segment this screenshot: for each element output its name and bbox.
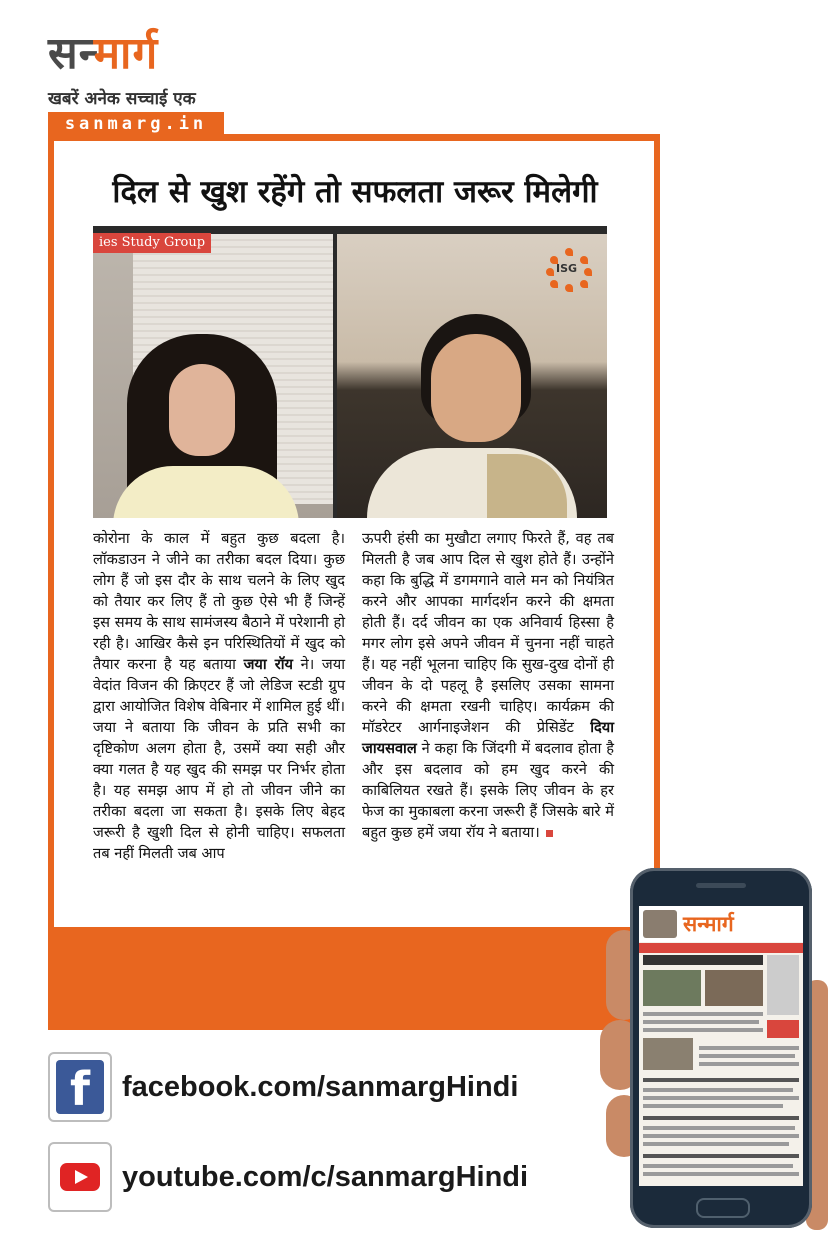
epaper-photo bbox=[643, 910, 677, 938]
epaper-text-line bbox=[643, 1020, 759, 1024]
facebook-link[interactable] bbox=[48, 1052, 518, 1122]
isg-logo-icon bbox=[546, 248, 592, 290]
facebook-icon[interactable] bbox=[48, 1052, 112, 1122]
brand-block bbox=[48, 30, 196, 109]
epaper-logo: सन्मार्ग bbox=[683, 911, 734, 936]
epaper-text-line bbox=[643, 1142, 789, 1146]
article-paragraph bbox=[93, 528, 345, 864]
speaker-face bbox=[431, 334, 521, 442]
youtube-icon[interactable] bbox=[48, 1142, 112, 1212]
youtube-url[interactable]: youtube.com/c/sanmargHindi bbox=[122, 1160, 529, 1193]
epaper-text-line bbox=[643, 1028, 763, 1032]
brand-logo[interactable] bbox=[48, 30, 196, 78]
epaper-text-line bbox=[643, 1126, 795, 1130]
speaker-face bbox=[169, 364, 235, 456]
facebook-glyph: f bbox=[56, 1060, 104, 1114]
article-column-left bbox=[93, 528, 345, 864]
phone-home-button bbox=[696, 1198, 750, 1218]
epaper-image bbox=[705, 970, 763, 1006]
phone-screen-epaper[interactable] bbox=[639, 906, 803, 1186]
epaper-masthead bbox=[639, 906, 803, 942]
epaper-text-line bbox=[643, 1164, 793, 1168]
article-paragraph bbox=[362, 528, 614, 843]
brand-name-part2: मार्ग bbox=[93, 28, 159, 79]
text-run: ऊपरी हंसी का मुखौटा लगाए फिरते हैं, वह तब मिलती है जब आप दिल से खुश होते हैं। उन्होंने कहा कि बुद्धि में डगमगाने वाले मन को नियंत्रित करने और आपका मार्गदर्शन करने की क्षमता होती हैं। दर्द जीवन का एक अनिवार्य हिस्सा है मगर लोग इसे अपने जीवन में चुनना नहीं चाहते हैं। यह नहीं भूलना चाहिए कि सुख-दुख दोनों ही जीवन के दो पहलू है इसलिए उसका सामना करने की क्षमता रखनी चाहिए। कार्यक्रम की मॉडरेटर आर्गनाइजेशन की प्रेसिडेंट bbox=[362, 530, 614, 736]
epaper-text-line bbox=[643, 1104, 783, 1108]
end-mark-icon bbox=[546, 830, 553, 837]
facebook-url[interactable]: facebook.com/sanmargHindi bbox=[122, 1070, 519, 1103]
phone-mockup bbox=[630, 868, 812, 1228]
epaper-band bbox=[639, 943, 803, 953]
epaper-text-line bbox=[643, 1154, 799, 1158]
epaper-text-line bbox=[643, 1096, 799, 1100]
epaper-text-line bbox=[643, 1116, 799, 1120]
speaker-saree bbox=[487, 454, 567, 518]
epaper-text-line bbox=[643, 1088, 793, 1092]
text-run: ने। जया वेदांत विजन की क्रिएटर हैं जो लेडिज स्टडी ग्रुप द्वारा आयोजित विशेष वेबिनार में शामिल हुई थीं। जया ने बताया कि जीवन के प्रति सभी का दृष्टिकोण अलग होता है, उसमें क्या सही और क्या गलत है यह खुद की समझ पर निर्भर होता है। यह समझ आप में हो तो जीवन जीने का तरीका बदला जा सकता है। इसके लिए बेहद जरूरी है खुशी दिल से होनी चाहिए। सफलता तब नहीं मिलती जब आप bbox=[93, 656, 346, 862]
text-run: ने कहा कि जिंदगी में बदलाव होता है और इस बदलाव को हम खुद करने की काबिलियत रखते हैं। इसके लिए जीवन के हर फेज का मुकाबला करना जरूरी हैं जिसके बारे में बहुत कुछ हमें जया रॉय ने बताया। bbox=[362, 740, 614, 841]
brand-url[interactable]: sanmarg.in bbox=[48, 112, 224, 136]
epaper-sidebar bbox=[767, 955, 799, 1015]
isg-logo-text: ISG bbox=[556, 262, 578, 275]
brand-name-part1: सन् bbox=[48, 28, 94, 79]
epaper-headline-bar bbox=[643, 955, 763, 965]
youtube-link[interactable] bbox=[48, 1142, 528, 1212]
text-run: कोरोना के काल में बहुत कुछ बदला है। लॉकडाउन ने जीने का तरीका बदल दिया। कुछ लोग हैं जो इस दौर के साथ चलने के लिए खुद को तैयार कर लिए हैं तो कुछ ऐसे भी हैं जिन्हें इस समय के साथ सामंजस्य बैठाने में परेशानी हो रही है। आखिर कैसे इन परिस्थितियों में खुद को तैयार करना है यह बताया bbox=[93, 530, 345, 673]
epaper-text-line bbox=[643, 1078, 799, 1082]
article-photo bbox=[93, 226, 607, 518]
epaper-text-line bbox=[699, 1046, 799, 1050]
epaper-text-line bbox=[699, 1054, 795, 1058]
epaper-text-line bbox=[699, 1062, 799, 1066]
person-name-jaya: जया रॉय bbox=[243, 656, 293, 673]
photo-caption-tag: ies Study Group bbox=[93, 233, 211, 253]
brand-tagline: खबरें अनेक सच्चाई एक bbox=[48, 89, 196, 109]
epaper-text-line bbox=[643, 1172, 799, 1176]
article-column-right bbox=[362, 528, 614, 843]
epaper-image bbox=[643, 1038, 693, 1070]
phone-speaker bbox=[696, 883, 746, 888]
epaper-text-line bbox=[643, 1134, 799, 1138]
person-name-diya: दिया जायसवाल bbox=[362, 719, 614, 757]
photo-left-speaker bbox=[93, 234, 333, 518]
youtube-play-glyph bbox=[60, 1163, 100, 1191]
epaper-image bbox=[643, 970, 701, 1006]
epaper-text-line bbox=[643, 1012, 763, 1016]
epaper-ad-block bbox=[767, 1020, 799, 1038]
article-headline: दिल से खुश रहेंगे तो सफलता जरूर मिलेगी bbox=[112, 174, 598, 210]
